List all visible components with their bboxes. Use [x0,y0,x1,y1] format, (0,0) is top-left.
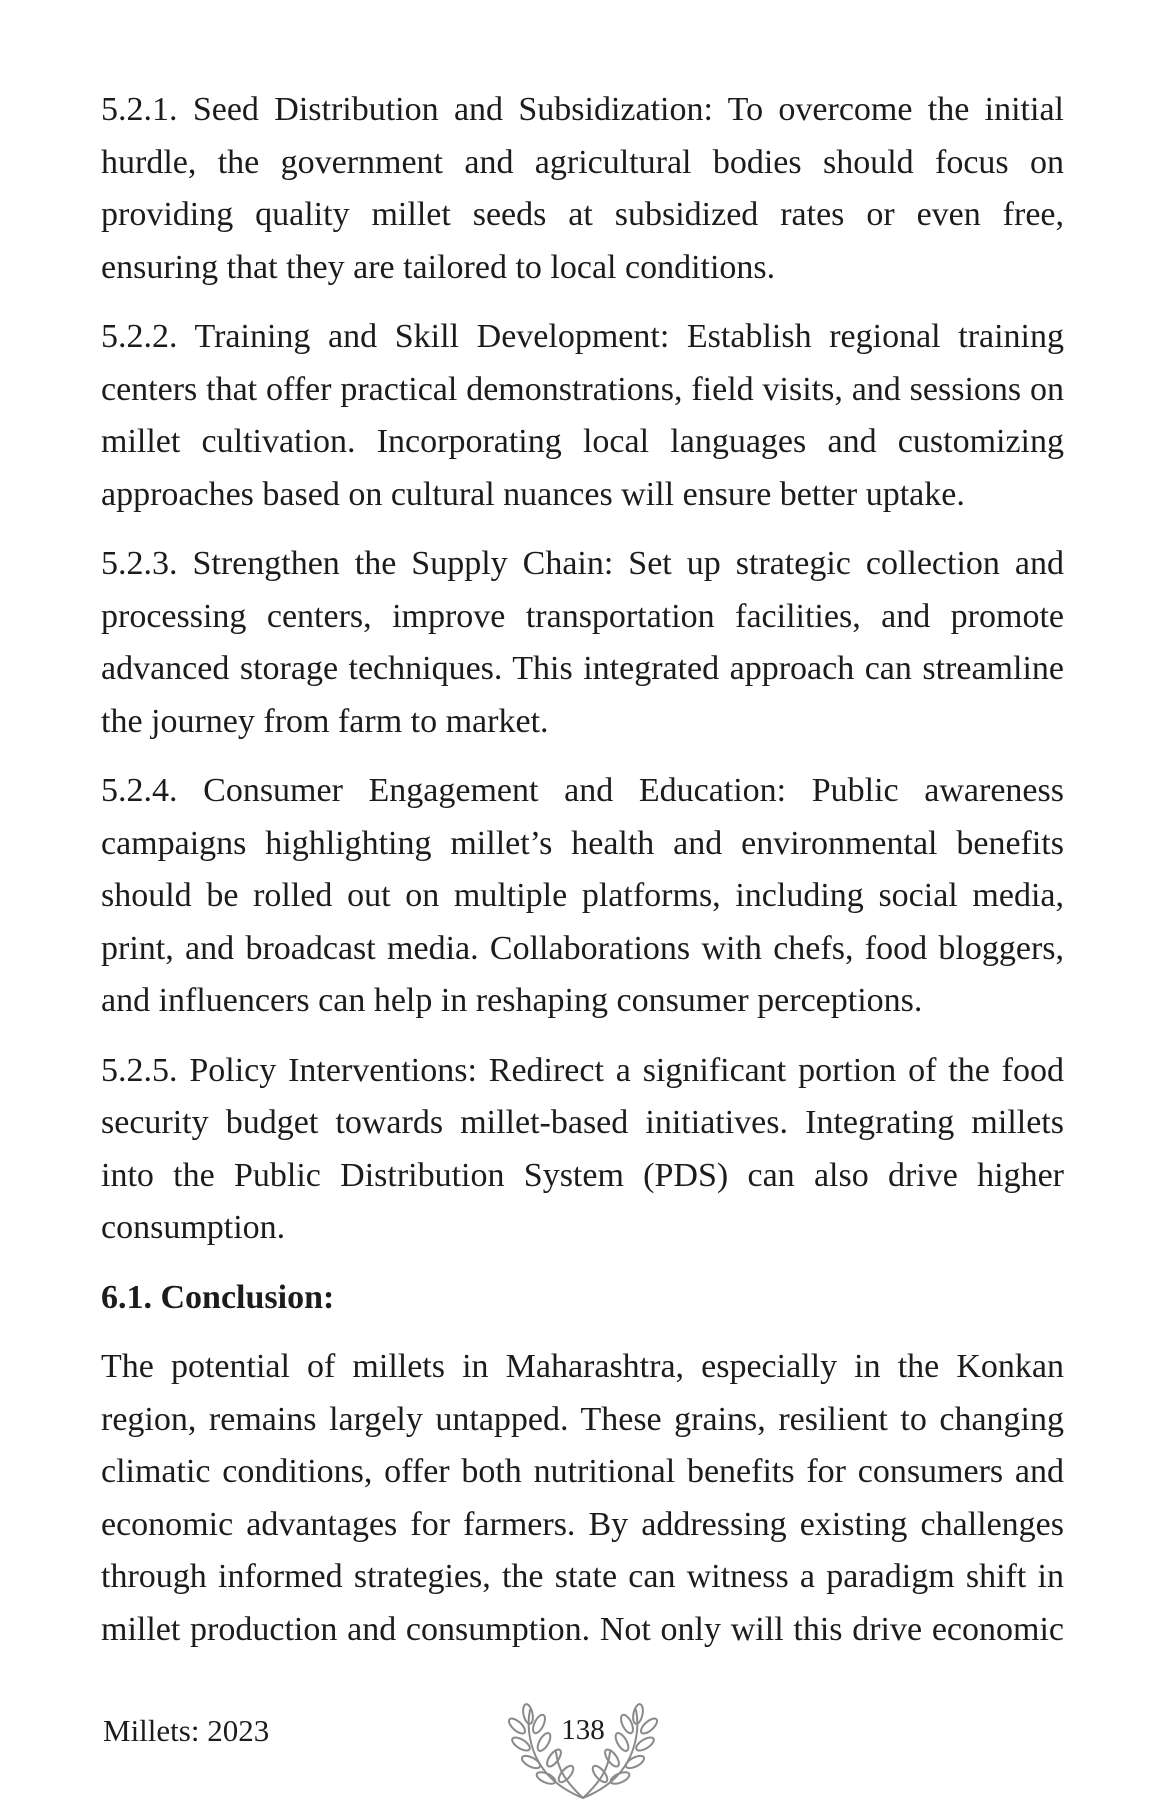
section-5-2-4-paragraph: 5.2.4. Consumer Engagement and Education: Public awareness campaigns highlighting millet’s health and environmental benefits should be rolled out on multiple platforms, including social media, print, and broadcast media. Collaborations with chefs, food bloggers, and influencers can help in reshaping consumer perceptions. [101,772,1064,1019]
page-body [101,84,1064,1656]
section-5-2-3-paragraph: 5.2.3. Strengthen the Supply Chain: Set up strategic collection and processing centers, improve transportation facilities, and promote advanced storage techniques. This integrated approach can streamline the journey from farm to market. [101,545,1064,740]
conclusion-heading: 6.1. Conclusion: [101,1278,335,1316]
page-number: 138 [561,1714,605,1746]
page-number-block [508,1700,658,1800]
footer-book-title: Millets: 2023 [103,1713,270,1748]
section-5-2-2-paragraph: 5.2.2. Training and Skill Development: Establish regional training centers that offer practical demonstrations, field visits, and sessions on millet cultivation. Incorporating local languages and customizing approaches based on cultural nuances will ensure better uptake. [101,318,1064,513]
section-5-2-1-paragraph: 5.2.1. Seed Distribution and Subsidization: To overcome the initial hurdle, the government and agricultural bodies should focus on providing quality millet seeds at subsidized rates or even free, ensuring that they are tailored to local conditions. [101,91,1064,286]
section-5-2-5-paragraph: 5.2.5. Policy Interventions: Redirect a significant portion of the food security budget towards millet-based initiatives. Integrating millets into the Public Distribution System (PDS) can also drive higher consumption. [101,1051,1064,1246]
conclusion-paragraph: The potential of millets in Maharashtra, especially in the Konkan region, remains largely untapped. These grains, resilient to changing climatic conditions, offer both nutritional benefits for consumers and economic advantages for farmers. By addressing existing challenges through informed strategies, the state can witness a paradigm shift in millet production and consumption. Not only will this drive economic [101,1348,1064,1648]
